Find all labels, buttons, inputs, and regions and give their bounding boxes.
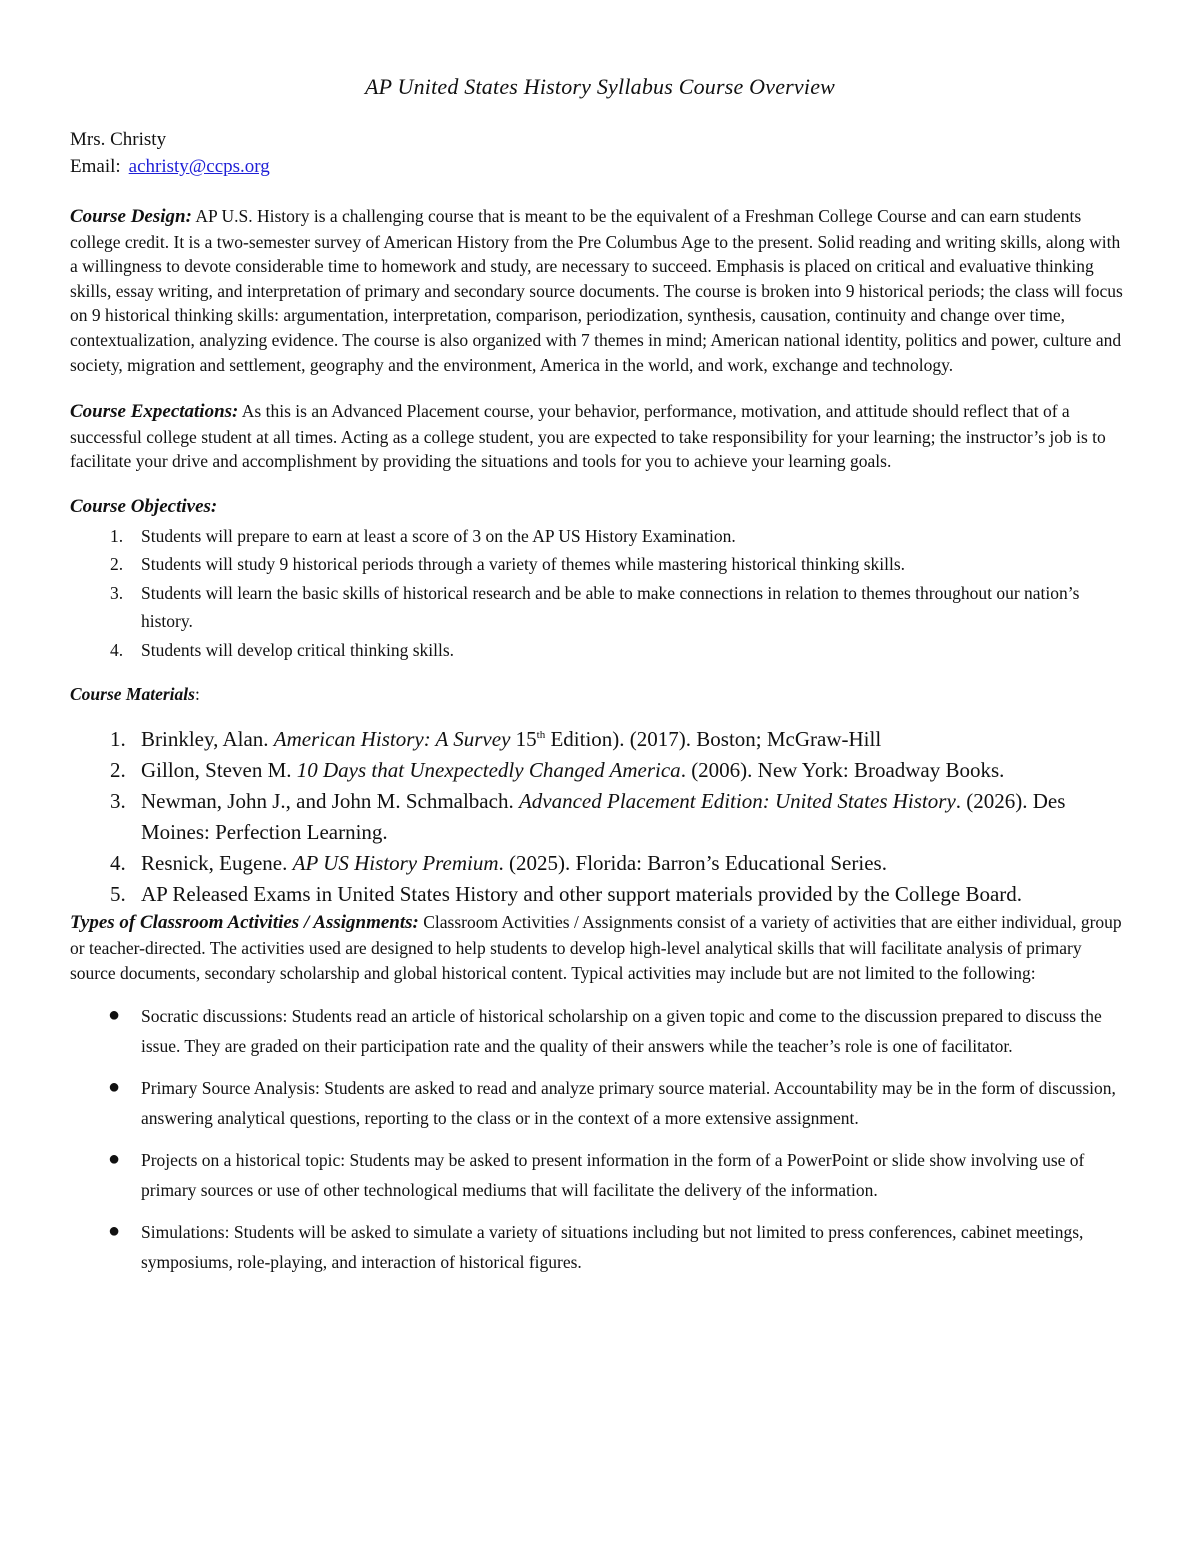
material-title: 10 Days that Unexpectedly Changed America <box>296 758 681 783</box>
teacher-name: Mrs. Christy <box>70 129 167 150</box>
course-expectations-heading: Course Expectations: <box>70 401 239 423</box>
list-item <box>70 1001 1130 1061</box>
list-item <box>70 848 1130 879</box>
list-number: 3. <box>110 582 124 603</box>
list-number: 1. <box>110 525 124 546</box>
list-number: 4. <box>110 639 124 660</box>
list-item <box>70 755 1130 786</box>
list-item <box>70 879 1130 910</box>
material-sup: th <box>536 729 546 742</box>
activities-section <box>70 910 1130 985</box>
activity-text: Projects on a historical topic: Students may be asked to present information in the form of a PowerPoint or slide show involving use of primary sources or use of other technological mediums that will facilitate the delivery of the information. <box>141 1150 1085 1201</box>
material-publisher: . (2025). Florida: Barron’s Educational Series. <box>498 851 887 876</box>
material-author: Newman, John J., and John M. Schmalbach. <box>141 789 519 814</box>
list-item <box>70 522 1130 551</box>
material-author: Resnick, Eugene. <box>141 851 293 876</box>
list-item <box>70 1217 1130 1277</box>
material-text: AP Released Exams in United States History and other support materials provided by the College Board. <box>141 882 1023 907</box>
email-link[interactable]: achristy@ccps.org <box>128 156 270 177</box>
list-item <box>70 579 1130 636</box>
course-design-heading: Course Design: <box>70 206 192 227</box>
material-edition: 15 <box>510 727 537 752</box>
list-item <box>70 724 1130 755</box>
material-author: Brinkley, Alan. <box>141 727 274 752</box>
course-objectives-heading-row <box>70 494 1130 520</box>
list-item <box>70 636 1130 665</box>
course-materials-colon: : <box>194 684 200 705</box>
list-number: 2. <box>110 554 124 575</box>
material-publisher: . (2026). Des Moines: Perfection Learning. <box>141 789 1066 845</box>
list-number: 5. <box>110 882 126 907</box>
material-text <box>141 724 881 755</box>
objective-text: Students will study 9 historical periods through a variety of themes while mastering historical thinking skills. <box>141 554 906 575</box>
material-text <box>141 848 887 879</box>
list-item <box>70 1145 1130 1205</box>
activities-list <box>70 1001 1130 1277</box>
bullet-icon: ● <box>108 1220 121 1243</box>
material-title: Advanced Placement Edition: United States History <box>518 789 956 814</box>
course-materials-list <box>70 724 1130 910</box>
bullet-icon: ● <box>108 1004 121 1027</box>
list-number: 3. <box>110 789 126 814</box>
list-number: 4. <box>110 851 126 876</box>
list-item <box>70 786 1130 848</box>
bullet-icon: ● <box>108 1148 121 1171</box>
material-publisher: Edition). (2017). Boston; McGraw-Hill <box>545 727 882 752</box>
objective-text: Students will develop critical thinking skills. <box>141 639 455 660</box>
syllabus-page <box>70 70 1130 1289</box>
course-expectations-text: As this is an Advanced Placement course, your behavior, performance, motivation, and attitude should reflect that of a successful college student at all times. Acting as a college student, you are expected to take responsibility for your learning; the instructor’s job is to facilitate your drive and accomplishment by providing the situations and tools for you to achieve your learning goals. <box>70 401 1106 472</box>
activities-heading: Types of Classroom Activities / Assignments: <box>70 912 419 934</box>
course-objectives-list <box>70 522 1130 665</box>
material-text <box>141 786 1130 848</box>
list-item <box>70 550 1130 579</box>
objective-text: Students will prepare to earn at least a score of 3 on the AP US History Examination. <box>141 525 736 546</box>
course-design-section <box>70 204 1130 377</box>
course-design-text: AP U.S. History is a challenging course that is meant to be the equivalent of a Freshman College Course and can earn students college credit. It is a two-semester survey of American History from the Pre Columbus Age to the present. Solid reading and writing skills, along with a willingness to devote considerable time to homework and study, are necessary to succeed. Emphasis is placed on critical and evaluative thinking skills, essay writing, and interpretation of primary and secondary source documents. The course is broken into 9 historical periods; the class will focus on 9 historical thinking skills: argumentation, interpretation, comparison, periodization, synthesis, causation, continuity and change over time, contextualization, analyzing evidence. The course is also organized with 7 themes in mind; American national identity, politics and power, culture and society, migration and settlement, geography and the environment, America in the world, and work, exchange and technology. <box>70 206 1123 375</box>
list-item <box>70 1073 1130 1133</box>
activity-text: Socratic discussions: Students read an article of historical scholarship on a given topic and come to the discussion prepared to discuss the issue. They are graded on their participation rate and the quality of their answers while the teacher’s role is one of facilitator. <box>141 1006 1102 1057</box>
activity-text: Primary Source Analysis: Students are asked to read and analyze primary source material. Accountability may be in the form of discussion, answering analytical questions, reporting to the class or in the context of a more extensive assignment. <box>141 1078 1116 1129</box>
material-title: AP US History Premium <box>292 851 499 876</box>
course-objectives-heading: Course Objectives: <box>70 495 218 517</box>
bullet-icon: ● <box>108 1076 121 1099</box>
activities-text: Classroom Activities / Assignments consist of a variety of activities that are either individual, group or teacher-directed. The activities used are designed to help students to develop high-level analytical skills that will facilitate analysis of primary source documents, secondary scholarship and global historical content. Typical activities may include but are not limited to the following: <box>70 912 1122 983</box>
email-line <box>70 153 1130 180</box>
material-publisher: . (2006). New York: Broadway Books. <box>680 758 1005 783</box>
course-expectations-section <box>70 399 1130 474</box>
objective-text: Students will learn the basic skills of historical research and be able to make connections in relation to themes throughout our nation’s history. <box>141 582 1080 632</box>
list-number: 1. <box>110 727 126 752</box>
material-title: American History: A Survey <box>273 727 511 752</box>
page-title: AP United States History Syllabus Course Overview <box>364 74 836 99</box>
course-materials-heading-row <box>70 682 1130 706</box>
list-number: 2. <box>110 758 126 783</box>
email-label: Email: <box>70 156 121 177</box>
material-text <box>141 755 1004 786</box>
course-materials-heading: Course Materials <box>70 684 195 705</box>
material-author: Gillon, Steven M. <box>141 758 297 783</box>
activity-text: Simulations: Students will be asked to simulate a variety of situations including but not limited to press conferences, cabinet meetings, symposiums, role-playing, and interaction of historical figures. <box>141 1222 1084 1273</box>
